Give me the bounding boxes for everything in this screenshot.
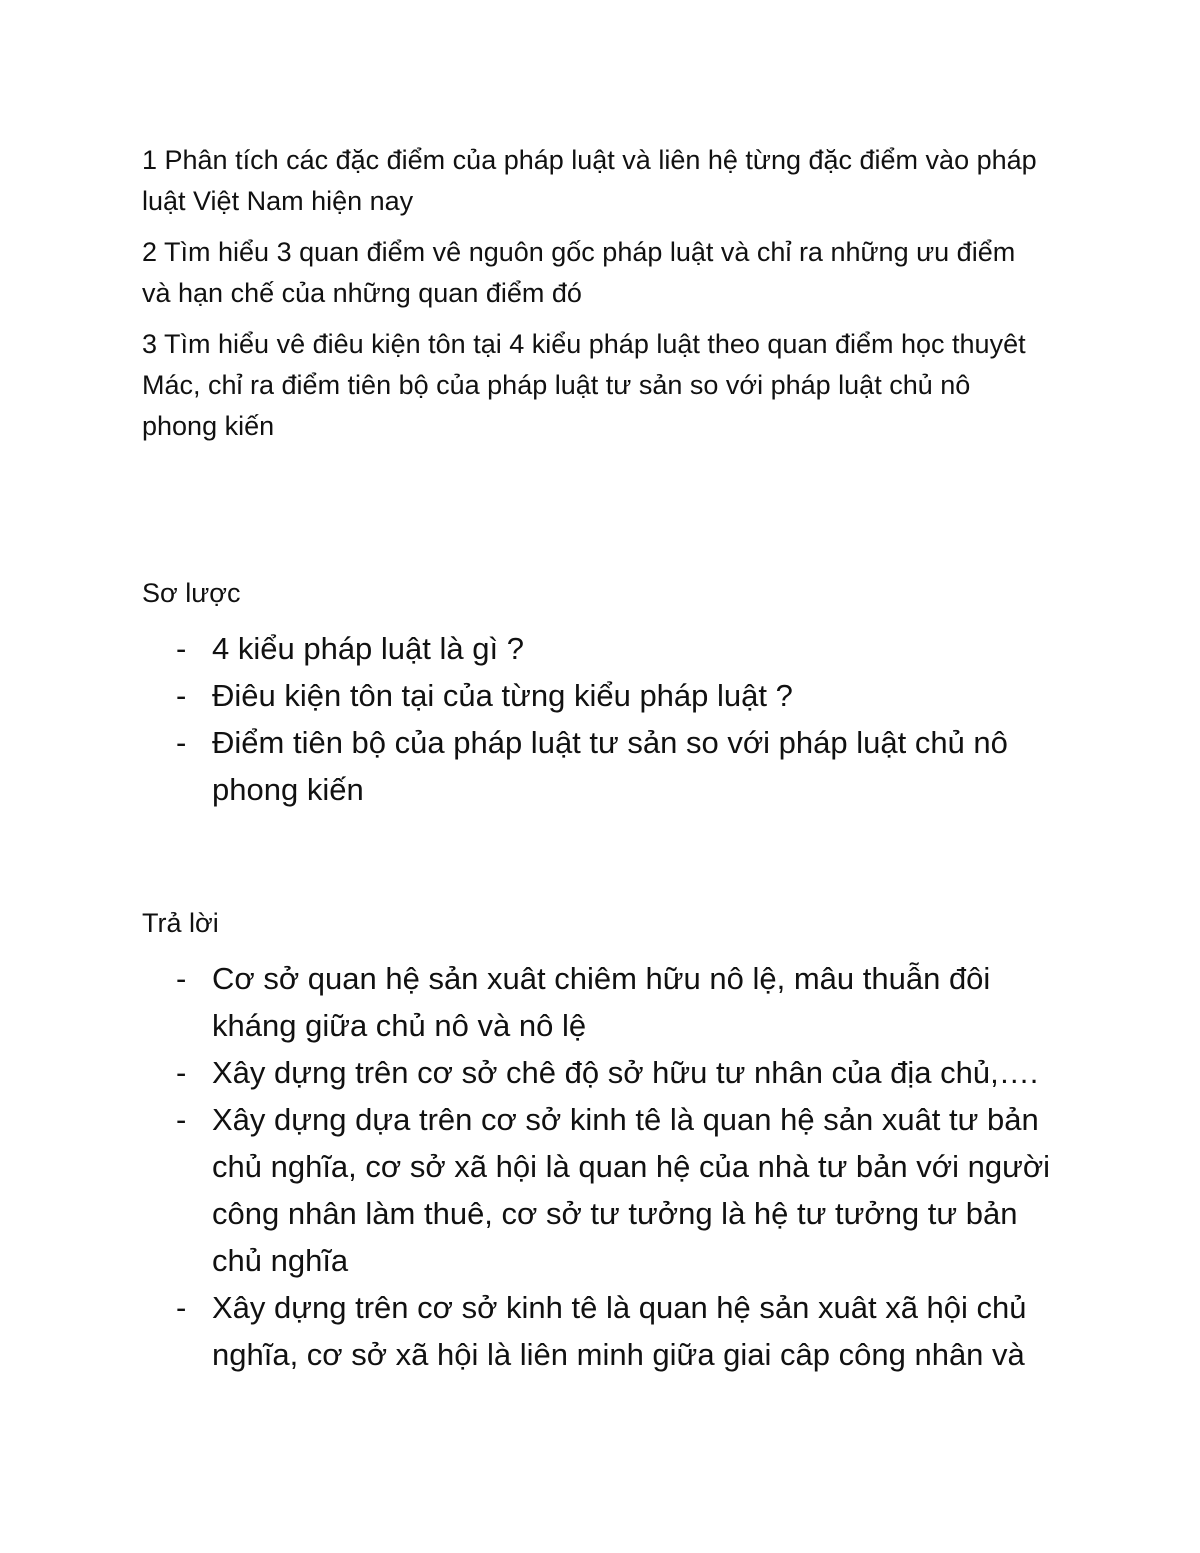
answer-item-text: Xây dựng trên cơ sở chê độ sở hữu tư nhân của địa chủ,…. <box>212 1055 1039 1090</box>
list-item <box>142 672 1072 719</box>
question-2: 2 Tìm hiểu 3 quan điểm vê nguôn gốc pháp luật và chỉ ra những ưu điểm và hạn chế của những quan điểm đó <box>142 237 1016 308</box>
list-item <box>142 1284 1072 1378</box>
dash-marker: - <box>176 631 187 666</box>
dash-marker: - <box>176 678 187 713</box>
outline-title: Sơ lược <box>142 578 241 608</box>
outline-list <box>142 625 1072 813</box>
answer-item-text: Xây dựng dựa trên cơ sở kinh tê là quan hệ sản xuât tư bản chủ nghĩa, cơ sở xã hội là quan hệ của nhà tư bản với người công nhân làm thuê, cơ sở tư tưởng là hệ tư tưởng tư bản chủ nghĩa <box>212 1102 1051 1278</box>
outline-item-text: Điêu kiện tôn tại của từng kiểu pháp luật ? <box>212 678 793 713</box>
list-item <box>142 1049 1072 1096</box>
outline-item-text: 4 kiểu pháp luật là gì ? <box>212 631 524 666</box>
dash-marker: - <box>176 961 187 996</box>
list-item <box>142 955 1072 1049</box>
answer-item-text: Cơ sở quan hệ sản xuât chiêm hữu nô lệ, mâu thuẫn đôi kháng giữa chủ nô và nô lệ <box>212 961 991 1043</box>
answer-title: Trả lời <box>142 908 219 938</box>
list-item <box>142 1096 1072 1284</box>
outline-item-text: Điểm tiên bộ của pháp luật tư sản so với pháp luật chủ nô phong kiến <box>212 725 1008 807</box>
question-1: 1 Phân tích các đặc điểm của pháp luật và liên hệ từng đặc điểm vào pháp luật Việt Nam hiện nay <box>142 145 1037 216</box>
question-3: 3 Tìm hiểu vê điêu kiện tôn tại 4 kiểu pháp luật theo quan điểm học thuyêt Mác, chỉ ra điểm tiên bộ của pháp luật tư sản so với pháp luật chủ nô phong kiến <box>142 329 1026 441</box>
dash-marker: - <box>176 1290 187 1325</box>
dash-marker: - <box>176 725 187 760</box>
answer-list <box>142 955 1072 1378</box>
list-item <box>142 625 1072 672</box>
answer-item-text: Xây dựng trên cơ sở kinh tê là quan hệ sản xuât xã hội chủ nghĩa, cơ sở xã hội là liên minh giữa giai câp công nhân và <box>212 1290 1027 1372</box>
dash-marker: - <box>176 1102 187 1137</box>
dash-marker: - <box>176 1055 187 1090</box>
list-item <box>142 719 1072 813</box>
